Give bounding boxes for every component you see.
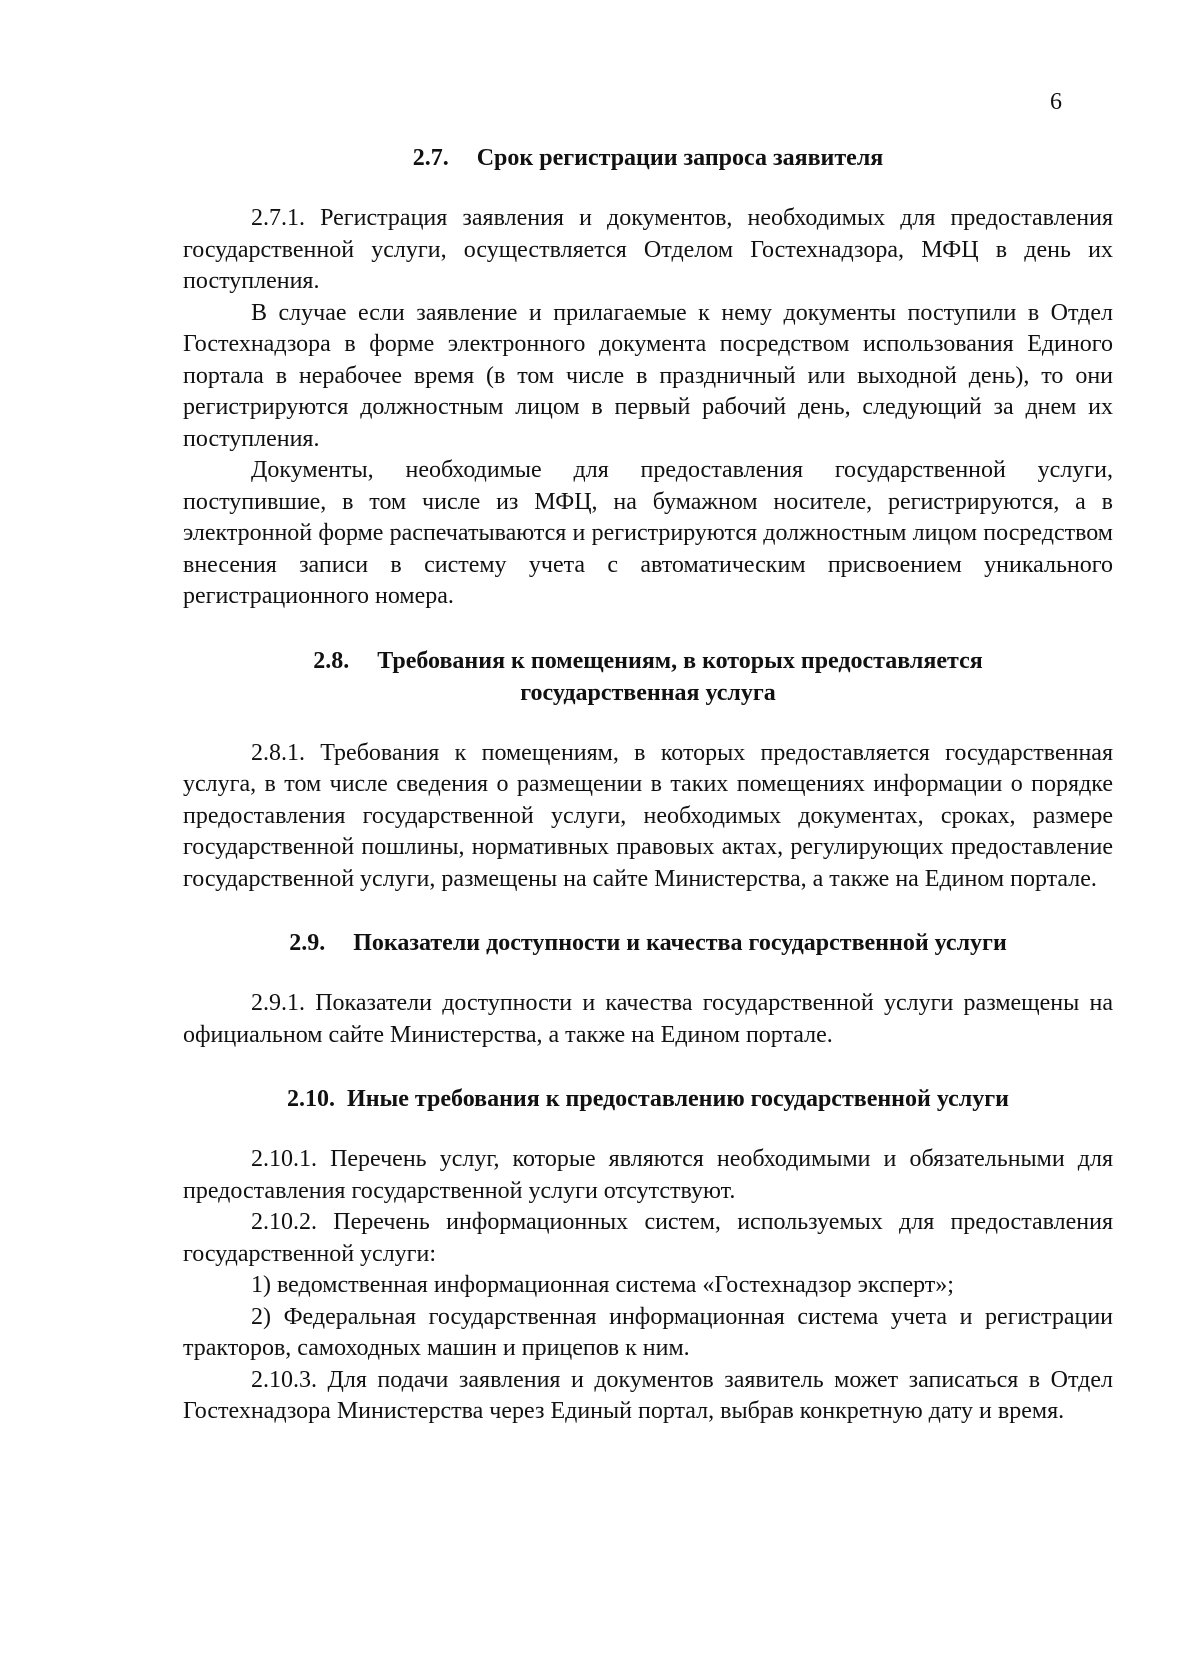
paragraph: 2.7.1. Регистрация заявления и документов, необходимых для предоставления государственной услуги, осуществляется Отделом Гостехнадзора, МФЦ в день их поступления. [183, 205, 1113, 294]
section-number: 2.9. [289, 930, 326, 956]
list-item: 1) ведомственная информационная система «Гостехнадзор эксперт»; [251, 1272, 954, 1298]
paragraph: Документы, необходимые для предоставления государственной услуги, поступившие, в том числе из МФЦ, на бумажном носителе, регистрируются, а в электронной форме распечатываются и регистрируются должностным лицом посредством внесения записи в систему учета с автоматическим присвоением уникального регистрационного номера. [183, 457, 1113, 609]
paragraph: 2.10.3. Для подачи заявления и документов заявитель может записаться в Отдел Гостехнадзора Министерства через Единый портал, выбрав конкретную дату и время. [183, 1366, 1113, 1424]
section-number: 2.8. [313, 647, 350, 674]
section-heading [183, 927, 1113, 959]
section-2-7 [183, 142, 1113, 613]
list-item: 2) Федеральная государственная информационная система учета и регистрации тракторов, самоходных машин и прицепов к ним. [183, 1303, 1113, 1361]
section-number: 2.10. [287, 1086, 336, 1112]
paragraph: В случае если заявление и прилагаемые к нему документы поступили в Отдел Гостехнадзора в форме электронного документа посредством использования Единого портала в нерабочее время (в том числе в праздничный или выходной день), то они регистрируются должностным лицом в первый рабочий день, следующий за днем их поступления. [183, 299, 1113, 452]
paragraph: 2.8.1. Требования к помещениям, в которых предоставляется государственная услуга, в том числе сведения о размещении в таких помещениях информации о порядке предоставления государственной услуги, необходимых документах, сроках, размере государственной пошлины, нормативных правовых актах, регулирующих предоставление государственной услуги, размещены на сайте Министерства, а также на Едином портале. [183, 739, 1113, 892]
section-title-line1: Требования к помещениям, в которых предоставляется [377, 647, 983, 674]
document-body [183, 142, 1113, 1428]
section-title: Показатели доступности и качества государственной услуги [353, 930, 1007, 956]
paragraph: 2.10.2. Перечень информационных систем, используемых для предоставления государственной услуги: [183, 1209, 1113, 1267]
section-2-9 [183, 927, 1113, 1051]
section-heading [183, 645, 1113, 709]
paragraph: 2.10.1. Перечень услуг, которые являются необходимыми и обязательными для предоставления государственной услуги отсутствуют. [183, 1146, 1113, 1204]
section-heading [183, 1083, 1113, 1115]
section-heading [183, 142, 1113, 174]
section-title-line2: государственная услуга [520, 679, 776, 706]
page-number: 6 [1050, 89, 1062, 115]
section-2-10 [183, 1083, 1113, 1428]
section-title: Иные требования к предоставлению государственной услуги [347, 1086, 1009, 1112]
section-2-8 [183, 645, 1113, 896]
section-title: Срок регистрации запроса заявителя [476, 145, 884, 171]
paragraph: 2.9.1. Показатели доступности и качества государственной услуги размещены на официальном сайте Министерства, а также на Едином портале. [183, 990, 1113, 1048]
section-number: 2.7. [412, 145, 449, 171]
